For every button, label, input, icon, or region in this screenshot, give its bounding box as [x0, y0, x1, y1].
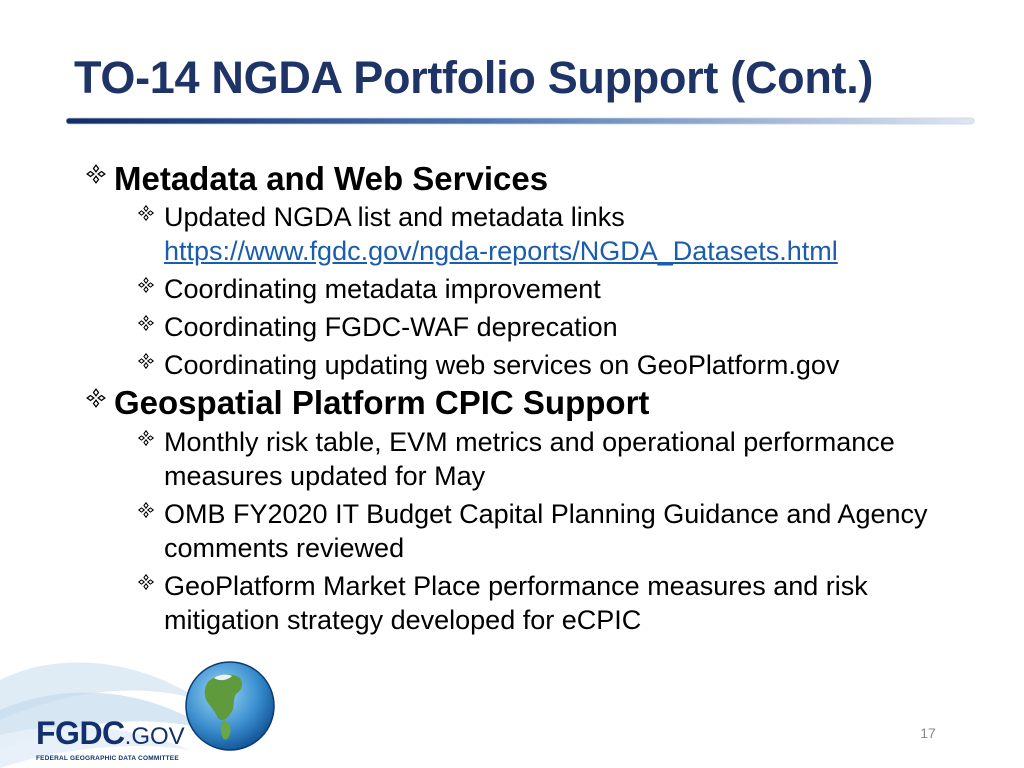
diamond-bullet-icon — [78, 384, 114, 409]
diamond-bullet-icon — [128, 348, 164, 370]
bullet-text: Monthly risk table, EVM metrics and operational performance measures updated for May — [164, 427, 895, 491]
section-heading-text: Geospatial Platform CPIC Support — [114, 384, 650, 421]
ngda-datasets-link[interactable]: https://www.fgdc.gov/ngda-reports/NGDA_Datasets.html — [164, 236, 838, 266]
slide-content — [78, 160, 978, 637]
section-heading-text: Metadata and Web Services — [114, 160, 549, 197]
section-heading-metadata — [78, 160, 978, 198]
bullet-text: Coordinating updating web services on GeoPlatform.gov — [164, 350, 840, 380]
diamond-bullet-icon — [128, 569, 164, 591]
list-item — [128, 569, 978, 637]
list-item — [128, 348, 978, 382]
bullet-text: OMB FY2020 IT Budget Capital Planning Guidance and Agency comments reviewed — [164, 499, 928, 563]
fgdc-logo — [36, 715, 185, 762]
bullet-text: Coordinating metadata improvement — [164, 274, 601, 304]
globe-icon — [184, 660, 276, 752]
diamond-bullet-icon — [128, 200, 164, 222]
list-item — [128, 310, 978, 344]
section-heading-cpic — [78, 384, 978, 422]
diamond-bullet-icon — [128, 497, 164, 519]
logo-subtitle: FEDERAL GEOGRAPHIC DATA COMMITTEE — [36, 755, 179, 762]
slide-title: TO-14 NGDA Portfolio Support (Cont.) — [74, 52, 874, 103]
logo-fgdc-text: FGDC — [36, 715, 125, 751]
bullet-text: Coordinating FGDC-WAF deprecation — [164, 312, 618, 342]
diamond-bullet-icon — [128, 425, 164, 447]
bullet-text: Updated NGDA list and metadata links — [164, 202, 625, 232]
page-number: 17 — [920, 725, 936, 741]
title-divider — [66, 116, 976, 126]
diamond-bullet-icon — [128, 310, 164, 332]
diamond-bullet-icon — [78, 160, 114, 185]
list-item — [128, 200, 978, 268]
bullet-text: GeoPlatform Market Place performance measures and risk mitigation strategy developed for eCPIC — [164, 571, 868, 635]
list-item — [128, 272, 978, 306]
logo-gov-text: .GOV — [124, 723, 185, 750]
list-item — [128, 425, 978, 493]
list-item — [128, 497, 978, 565]
diamond-bullet-icon — [128, 272, 164, 294]
